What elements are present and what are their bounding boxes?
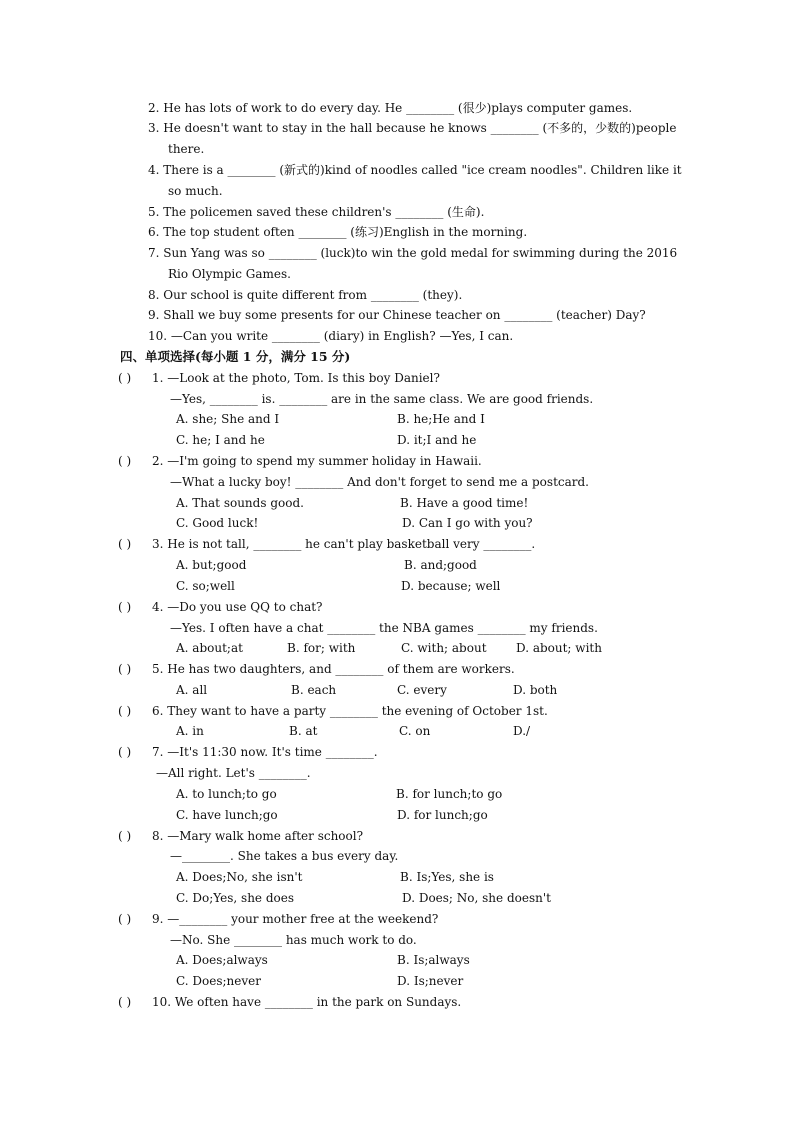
question-6: 6. They want to have a party ________ the evening of October 1st. (152, 704, 548, 718)
fill-in-item-6: 6. The top student often ________ (练习)English in the morning. (148, 225, 528, 239)
section-title: 四、单项选择(每小题 1 分，满分 15 分) (120, 349, 351, 364)
option-d: D. both (513, 683, 558, 697)
option-c: C. on (399, 724, 431, 738)
question-7-line2: —All right. Let's ________. (156, 766, 311, 780)
option-d: D. Is;never (397, 974, 464, 988)
fill-in-item-2: 2. He has lots of work to do every day. He ________ (很少)plays computer games. (148, 101, 633, 115)
option-d: D. Can I go with you? (402, 516, 533, 530)
option-b: B. at (289, 724, 318, 738)
fill-in-item-4: 4. There is a ________ (新式的)kind of noodles called "ice cream noodles". Children like it (148, 163, 682, 177)
fill-in-item-8: 8. Our school is quite different from ________ (they). (148, 288, 463, 302)
option-a: A. in (176, 724, 204, 738)
answer-blank[interactable]: ( ) (118, 829, 132, 843)
fill-in-item-9: 9. Shall we buy some presents for our Chinese teacher on ________ (teacher) Day? (148, 308, 646, 322)
answer-blank[interactable]: ( ) (118, 454, 132, 468)
answer-blank[interactable]: ( ) (118, 600, 132, 614)
option-b: B. and;good (404, 558, 477, 572)
option-b: B. Have a good time! (400, 496, 529, 510)
option-b: B. for lunch;to go (396, 787, 503, 801)
option-c: C. have lunch;go (176, 808, 278, 822)
option-d: D. it;I and he (397, 433, 477, 447)
fill-in-item-3-cont: there. (168, 142, 205, 156)
option-c: C. he; I and he (176, 433, 265, 447)
option-a: A. Does;always (176, 953, 268, 967)
option-a: A. to lunch;to go (176, 787, 277, 801)
option-c: C. so;well (176, 579, 235, 593)
answer-blank[interactable]: ( ) (118, 745, 132, 759)
fill-in-item-5: 5. The policemen saved these children's ________ (生命). (148, 205, 485, 219)
question-8-line2: —________. She takes a bus every day. (170, 849, 399, 863)
question-2: 2. —I'm going to spend my summer holiday in Hawaii. (152, 454, 482, 468)
question-10: 10. We often have ________ in the park on Sundays. (152, 995, 462, 1009)
option-d: D. Does; No, she doesn't (402, 891, 551, 905)
answer-blank[interactable]: ( ) (118, 537, 132, 551)
option-d: D. because; well (401, 579, 501, 593)
question-7: 7. —It's 11:30 now. It's time ________. (152, 745, 378, 759)
answer-blank[interactable]: ( ) (118, 995, 132, 1009)
option-a: A. but;good (176, 558, 247, 572)
question-4: 4. —Do you use QQ to chat? (152, 600, 323, 614)
option-a: A. all (176, 683, 208, 697)
option-a: A. she; She and I (176, 412, 280, 426)
answer-blank[interactable]: ( ) (118, 704, 132, 718)
question-9-line2: —No. She ________ has much work to do. (170, 933, 417, 947)
option-c: C. Does;never (176, 974, 261, 988)
question-4-line2: —Yes. I often have a chat ________ the NBA games ________ my friends. (170, 621, 598, 635)
option-a: A. Does;No, she isn't (176, 870, 303, 884)
option-b: B. he;He and I (397, 412, 485, 426)
option-c: C. with; about (401, 641, 487, 655)
option-c: C. every (397, 683, 447, 697)
option-d: D. about; with (516, 641, 602, 655)
question-1-line2: —Yes, ________ is. ________ are in the same class. We are good friends. (170, 392, 594, 406)
fill-in-item-7: 7. Sun Yang was so ________ (luck)to win the gold medal for swimming during the 2016 (148, 246, 678, 260)
answer-blank[interactable]: ( ) (118, 371, 132, 385)
option-c: C. Good luck! (176, 516, 259, 530)
fill-in-item-3: 3. He doesn't want to stay in the hall because he knows ________ (不多的，少数的)people (148, 121, 677, 135)
option-b: B. for; with (287, 641, 356, 655)
fill-in-item-10: 10. —Can you write ________ (diary) in English? —Yes, I can. (148, 329, 514, 343)
question-5: 5. He has two daughters, and ________ of them are workers. (152, 662, 515, 676)
option-a: A. about;at (176, 641, 243, 655)
answer-blank[interactable]: ( ) (118, 662, 132, 676)
fill-in-item-7-cont: Rio Olympic Games. (168, 267, 291, 281)
option-b: B. Is;Yes, she is (400, 870, 494, 884)
question-1: 1. —Look at the photo, Tom. Is this boy Daniel? (152, 371, 440, 385)
option-b: B. Is;always (397, 953, 470, 967)
question-3: 3. He is not tall, ________ he can't play basketball very ________. (152, 537, 536, 551)
fill-in-item-4-cont: so much. (168, 184, 223, 198)
option-d: D./ (513, 724, 531, 738)
question-2-line2: —What a lucky boy! ________ And don't forget to send me a postcard. (170, 475, 589, 489)
option-c: C. Do;Yes, she does (176, 891, 295, 905)
question-8: 8. —Mary walk home after school? (152, 829, 364, 843)
answer-blank[interactable]: ( ) (118, 912, 132, 926)
option-a: A. That sounds good. (176, 496, 304, 510)
question-9: 9. —________ your mother free at the weekend? (152, 912, 439, 926)
option-d: D. for lunch;go (397, 808, 488, 822)
option-b: B. each (291, 683, 337, 697)
